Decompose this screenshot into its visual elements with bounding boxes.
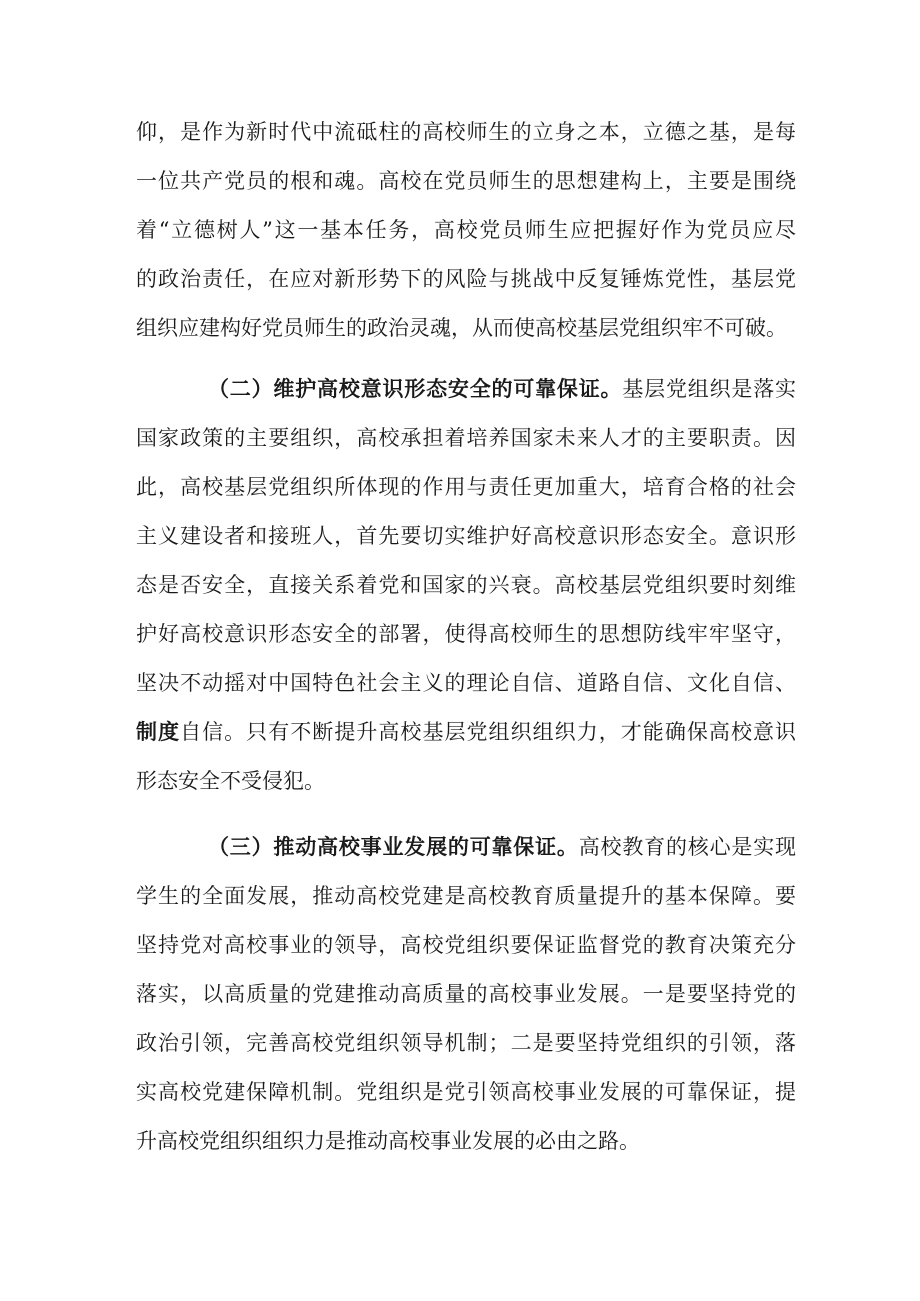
section2-line-3: 此，高校基层党组织所体现的作用与责任更加重大，培育合格的社会 bbox=[136, 475, 796, 499]
section2-line-2: 国家政策的主要组织，高校承担着培养国家未来人才的主要职责。因 bbox=[136, 426, 796, 450]
section2-first-line bbox=[208, 374, 796, 404]
section3-line-4: 落实，以高质量的党建推动高质量的高校事业发展。一是要坚持党的 bbox=[136, 982, 796, 1006]
section3-heading: （三）推动高校事业发展的可靠保证。 bbox=[208, 834, 579, 859]
section3-line-6: 实高校党建保障机制。党组织是党引领高校事业发展的可靠保证，提 bbox=[136, 1080, 796, 1104]
paragraph1-line-2: 一位共产党员的根和魂。高校在党员师生的思想建构上，主要是围绕 bbox=[136, 169, 796, 193]
section2-line-4: 主义建设者和接班人，首先要切实维护好高校意识形态安全。意识形 bbox=[136, 524, 796, 548]
section2-line-8-text: 自信。只有不断提升高校基层党组织组织力，才能确保高校意识 bbox=[180, 720, 797, 744]
section3-first-line bbox=[208, 832, 796, 862]
section2-line-6: 护好高校意识形态安全的部署，使得高校师生的思想防线牢牢坚守， bbox=[136, 622, 796, 646]
paragraph1-line-3: 着“立德树人”这一基本任务，高校党员师生应把握好作为党员应尽 bbox=[136, 218, 796, 242]
section2-line-7: 坚决不动摇对中国特色社会主义的理论自信、道路自信、文化自信、 bbox=[136, 671, 796, 695]
section2-last-line: 形态安全不受侵犯。 bbox=[136, 769, 325, 793]
section2-line-5: 态是否安全，直接关系着党和国家的兴衰。高校基层党组织要时刻维 bbox=[136, 573, 796, 597]
paragraph1-line-4: 的政治责任，在应对新形势下的风险与挑战中反复锤炼党性，基层党 bbox=[136, 267, 796, 291]
section3-first-line-text: 高校教育的核心是实现 bbox=[578, 835, 797, 859]
section2-first-line-text: 基层党组织是落实 bbox=[622, 377, 797, 401]
section2-line-8-bold: 制度 bbox=[136, 719, 181, 744]
section2-line-8 bbox=[136, 717, 796, 747]
section3-line-3: 坚持党对高校事业的领导，高校党组织要保证监督党的教育决策充分 bbox=[136, 933, 796, 957]
section2-heading: （二）维护高校意识形态安全的可靠保证。 bbox=[208, 376, 623, 401]
section3-line-5: 政治引领，完善高校党组织领导机制；二是要坚持党组织的引领，落 bbox=[136, 1031, 796, 1055]
section3-line-2: 学生的全面发展，推动高校党建是高校教育质量提升的基本保障。要 bbox=[136, 884, 796, 908]
paragraph1-line-1: 仰，是作为新时代中流砥柱的高校师生的立身之本，立德之基，是每 bbox=[136, 120, 796, 144]
paragraph1-line-5: 组织应建构好党员师生的政治灵魂，从而使高校基层党组织牢不可破。 bbox=[136, 316, 787, 340]
section3-last-line: 升高校党组织组织力是推动高校事业发展的必由之路。 bbox=[136, 1129, 640, 1153]
